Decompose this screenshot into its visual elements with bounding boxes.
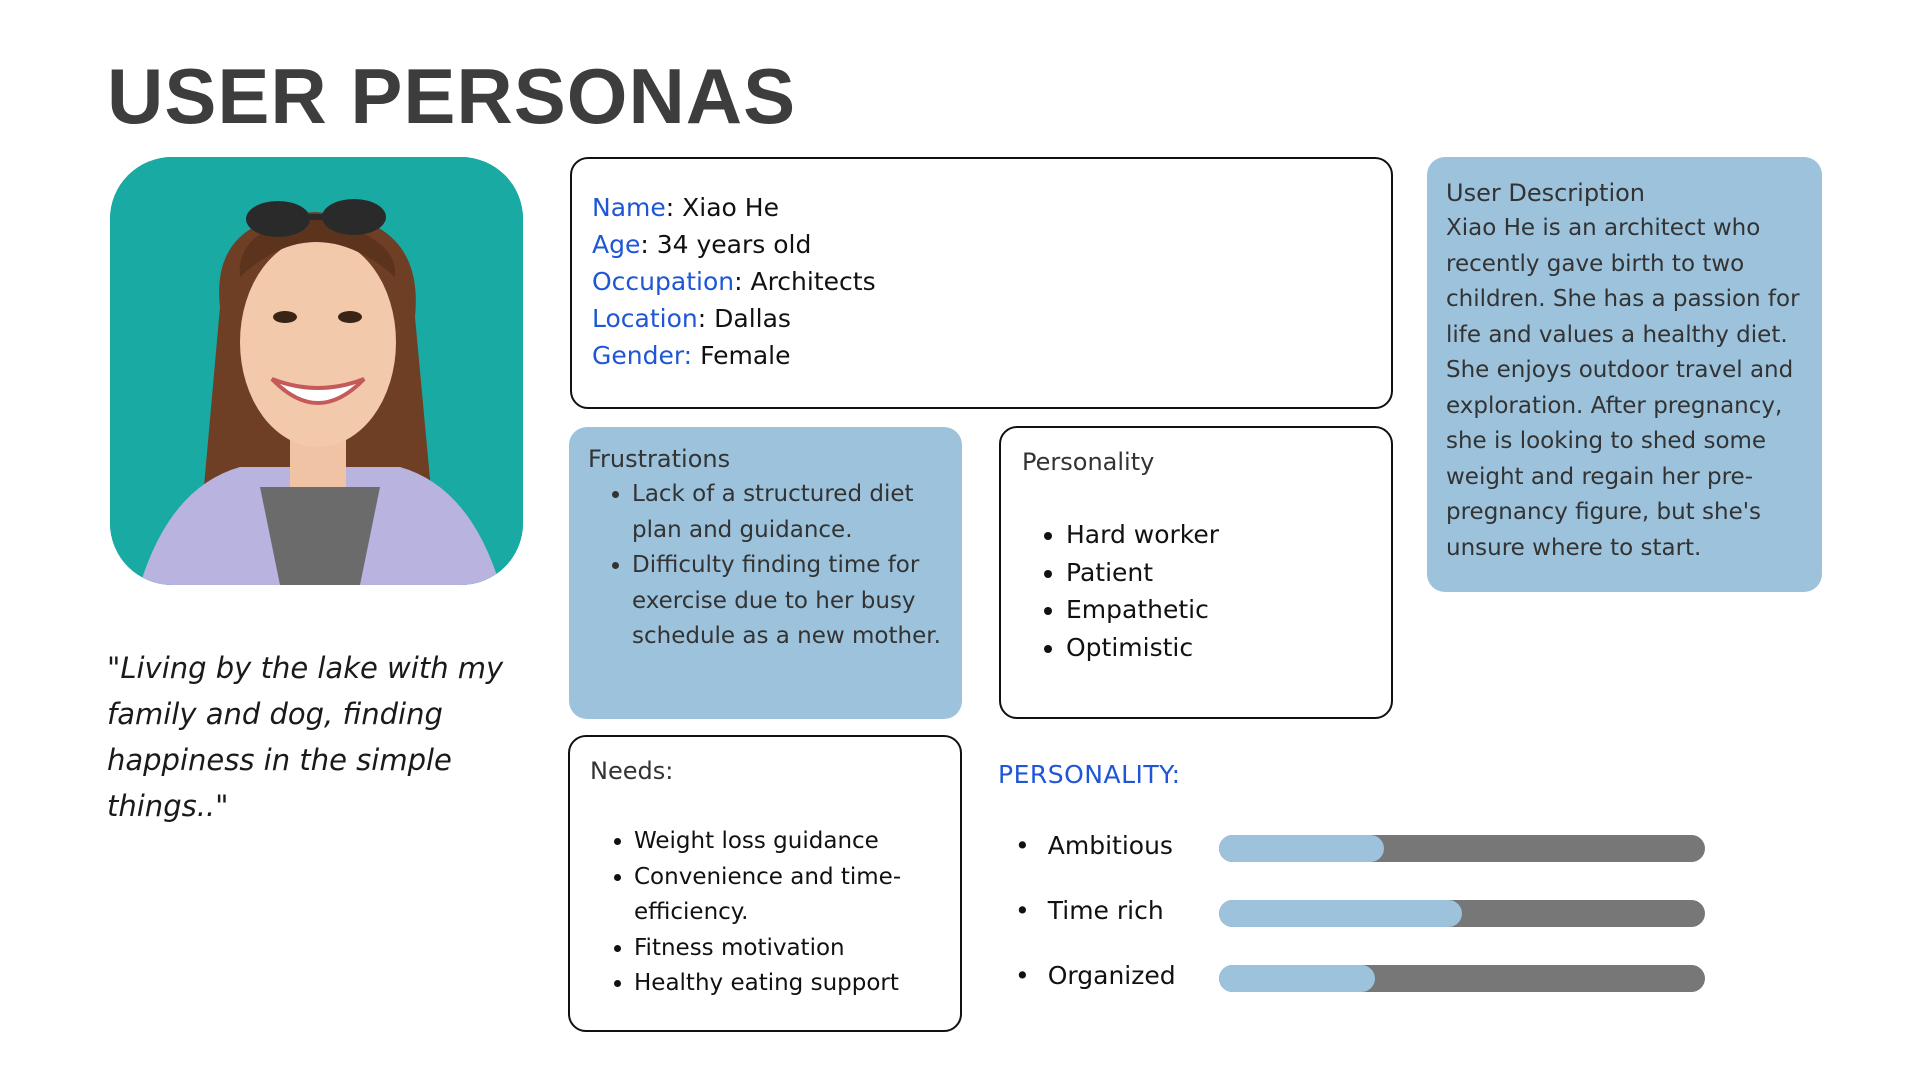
trait-row-organized: [1015, 956, 1705, 996]
age-value: 34 years old: [656, 230, 812, 259]
profile-card: [570, 157, 1393, 409]
trait-level-fill: [1219, 835, 1384, 862]
occupation-value: Architects: [750, 267, 876, 296]
trait-level-fill: [1219, 965, 1375, 992]
needs-list: [590, 824, 942, 1002]
trait-row-ambitious: [1015, 826, 1705, 866]
personality-scale-heading: PERSONALITY:: [998, 760, 1181, 789]
location-value: Dallas: [714, 304, 791, 333]
frustration-item: • Difficulty finding time for exercise due to her busy schedule as a new mother.: [632, 548, 944, 655]
persona-portrait-image: [110, 157, 523, 585]
trait-label: • Time rich: [1015, 891, 1164, 931]
persona-quote: "Living by the lake with my family and dog, finding happiness in the simple things..": [107, 651, 504, 823]
gender-label: Gender:: [592, 341, 693, 370]
profile-location-row: Location: Dallas: [592, 304, 791, 333]
personality-item: • Patient: [1066, 554, 1371, 592]
profile-gender-row: [592, 337, 1371, 374]
personality-item: • Optimistic: [1066, 629, 1371, 667]
trait-label: • Organized: [1015, 956, 1176, 996]
trait-track: [1219, 900, 1705, 927]
user-description-heading: User Description: [1446, 179, 1646, 207]
needs-item: • Healthy eating support: [634, 966, 942, 1002]
name-label: Name: [592, 193, 666, 222]
needs-item: • Convenience and time-efficiency.: [634, 860, 942, 931]
user-description-body: Xiao He is an architect who recently gave birth to two children. She has a passion for life and values a healthy diet. She enjoys outdoor travel and exploration. After pregnancy, she is looking to shed some weight and regain her pre-pregnancy figure, but she's unsure where to start.: [1446, 215, 1800, 561]
trait-track: [1219, 965, 1705, 992]
personality-item: • Empathetic: [1066, 591, 1371, 629]
trait-label: • Ambitious: [1015, 826, 1173, 866]
needs-heading: Needs:: [590, 757, 674, 785]
location-label: Location: [592, 304, 698, 333]
profile-name-row: Name: Xiao He: [592, 193, 779, 222]
trait-track: [1219, 835, 1705, 862]
frustrations-card: [569, 427, 962, 719]
frustrations-list: [588, 477, 944, 655]
profile-age-row: Age: 34 years old: [592, 230, 812, 259]
profile-occupation-row: Occupation: Architects: [592, 267, 876, 296]
trait-level-fill: [1219, 900, 1462, 927]
age-label: Age: [592, 230, 641, 259]
needs-item: • Fitness motivation: [634, 931, 942, 967]
personality-heading: Personality: [1022, 448, 1155, 476]
personality-card: [999, 426, 1393, 719]
personality-list: [1022, 516, 1371, 666]
gender-value: Female: [700, 341, 791, 370]
occupation-label: Occupation: [592, 267, 735, 296]
frustrations-heading: Frustrations: [588, 445, 731, 473]
frustration-item: • Lack of a structured diet plan and guidance.: [632, 477, 944, 548]
persona-photo: [110, 157, 523, 585]
page-title: USER PERSONAS: [107, 52, 797, 140]
personality-item: • Hard worker: [1066, 516, 1371, 554]
needs-card: [568, 735, 962, 1032]
name-value: Xiao He: [682, 193, 779, 222]
trait-row-time-rich: [1015, 891, 1705, 931]
user-description-card: [1427, 157, 1822, 592]
needs-item: • Weight loss guidance: [634, 824, 942, 860]
